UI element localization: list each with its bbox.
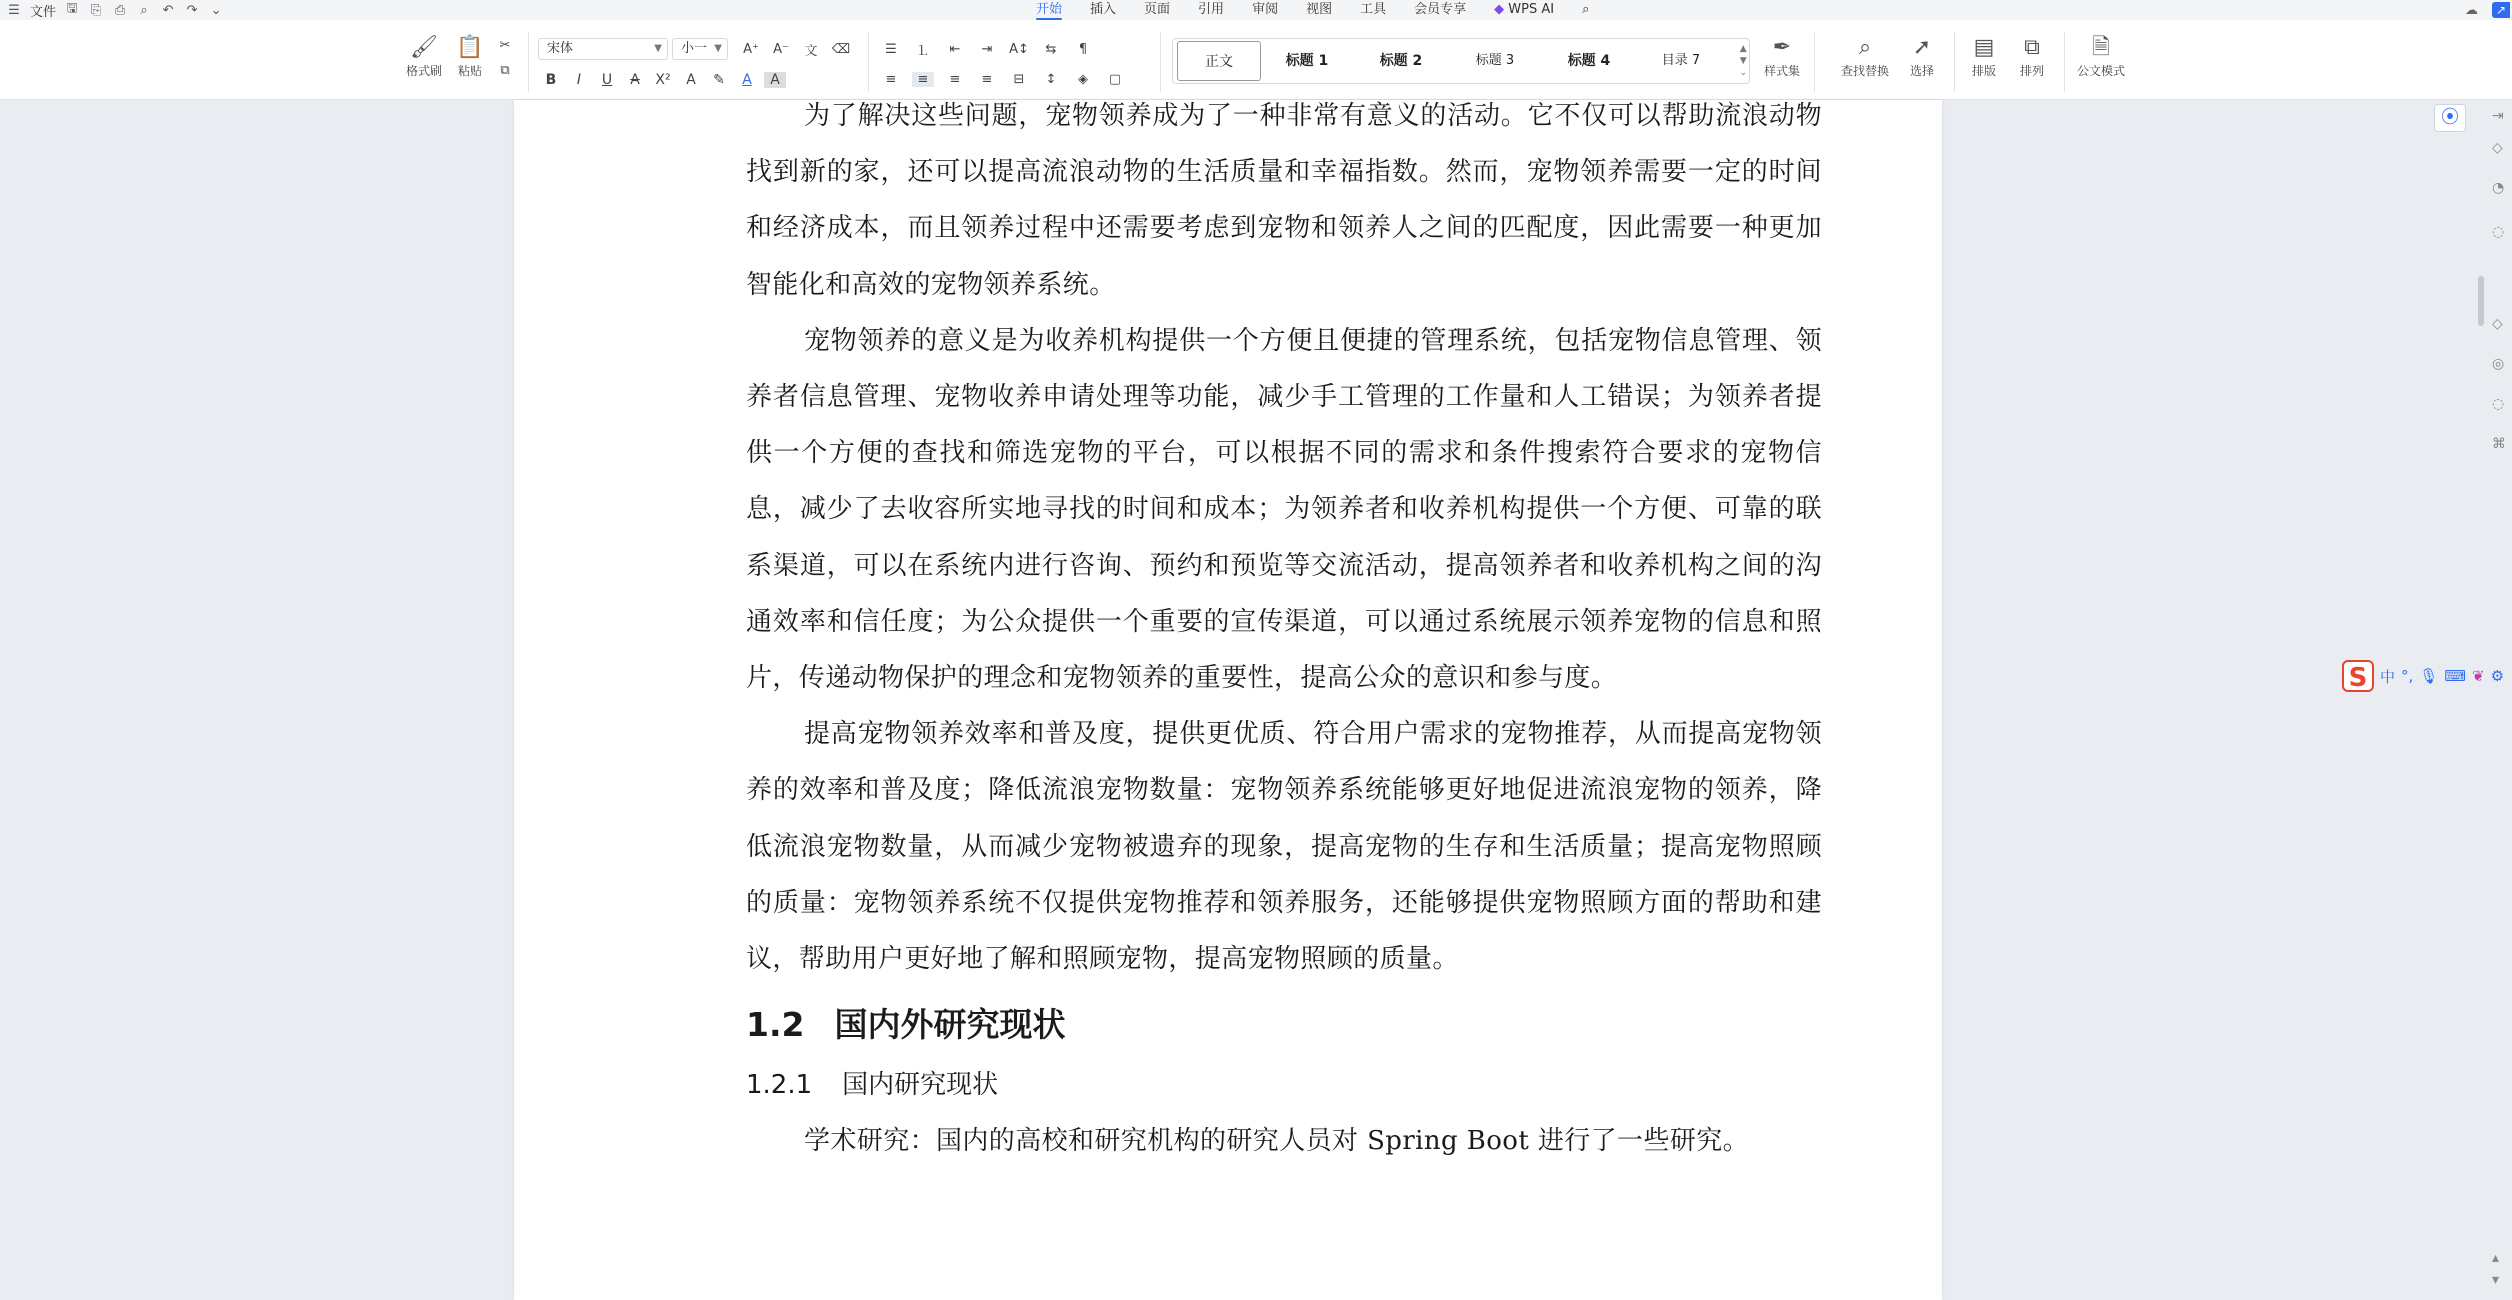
- tab-tools[interactable]: 工具: [1360, 2, 1387, 17]
- layout-button[interactable]: [1960, 34, 2008, 79]
- export-pdf-icon[interactable]: ⎘: [90, 2, 102, 18]
- highlight-icon[interactable]: ✎: [713, 72, 725, 88]
- chinese-layout-icon[interactable]: A↕: [1009, 42, 1029, 57]
- font-size-select[interactable]: [672, 38, 728, 60]
- ribbon-tabs: [1036, 0, 1589, 20]
- divider: [2064, 32, 2065, 92]
- justify-icon[interactable]: ≡: [981, 72, 993, 87]
- section-heading[interactable]: [746, 997, 1822, 1053]
- border-icon[interactable]: ▢: [1108, 72, 1122, 87]
- superscript-icon[interactable]: X²: [655, 72, 671, 88]
- quick-access-dropdown-icon[interactable]: ⌄: [210, 2, 222, 18]
- tab-view[interactable]: 视图: [1306, 2, 1333, 17]
- tool-icon[interactable]: ◌: [2492, 224, 2505, 240]
- tool-icon[interactable]: ◇: [2492, 316, 2503, 332]
- scroll-down-icon[interactable]: ▾: [2492, 1272, 2500, 1288]
- copy-icon[interactable]: ⧉: [500, 63, 510, 78]
- subsection-heading[interactable]: [746, 1057, 1822, 1113]
- paragraph[interactable]: 宠物领养的意义是为收养机构提供一个方便且便捷的管理系统，包括宠物信息管理、领养者信息管理、宠物收养申请处理等功能，减少手工管理的工作量和人工错误；为领养者提供一个方便的查找和筛选宠物的平台，可以根据不同的需求和条件搜索符合要求的宠物信息，减少了去收容所实地寻找的时间和成本；为领养者和收养机构提供一个方便、可靠的联系渠道，可以在系统内进行咨询、预约和预览等交流活动，提高领养者和收养机构之间的沟通效率和信任度；为公众提供一个重要的宣传渠道，可以通过系统展示领养宠物的信息和照片，传递动物保护的理念和宠物领养的重要性，提高公众的意识和参与度。: [746, 325, 1822, 694]
- font-name-value: 宋体: [547, 41, 574, 56]
- style-set-icon: ✒: [1772, 35, 1792, 60]
- style-gallery: [1172, 38, 1750, 84]
- style-heading-2[interactable]: 标题 2: [1379, 53, 1423, 69]
- wps-ai-icon: ◆: [1494, 2, 1505, 17]
- numbered-list-icon[interactable]: ⒈: [916, 44, 930, 59]
- subsection-number: 1.2.1: [746, 1070, 813, 1101]
- divider: [1954, 32, 1955, 92]
- align-center-icon[interactable]: ≡: [912, 72, 934, 87]
- tool-icon[interactable]: ◎: [2492, 356, 2505, 372]
- file-menu[interactable]: 文件: [30, 4, 57, 20]
- tab-insert[interactable]: 插入: [1090, 2, 1117, 17]
- sogou-ime-icon[interactable]: S: [2342, 660, 2374, 692]
- underline-icon[interactable]: U: [601, 72, 613, 88]
- show-marks-icon[interactable]: ¶: [1078, 42, 1088, 57]
- skin-icon[interactable]: ❦: [2472, 667, 2485, 685]
- decrease-indent-icon[interactable]: ⇤: [949, 42, 961, 57]
- grow-font-icon[interactable]: A⁺: [743, 42, 759, 57]
- shrink-font-icon[interactable]: A⁻: [773, 42, 789, 57]
- style-heading-4[interactable]: 标题 4: [1567, 53, 1611, 69]
- format-painter-icon: 🖌: [410, 35, 438, 60]
- paragraph[interactable]: 提高宠物领养效率和普及度，提供更优质、符合用户需求的宠物推荐，从而提高宠物领养的效率和普及度；降低流浪宠物数量：宠物领养系统能够更好地促进流浪宠物的领养，降低流浪宠物数量，从而减少宠物被遗弃的现象，提高宠物的生存和生活质量；提高宠物照顾的质量：宠物领养系统不仅提供宠物推荐和领养服务，还能够提供宠物照顾方面的帮助和建议，帮助用户更好地了解和照顾宠物，提高宠物照顾的质量。: [746, 719, 1822, 975]
- print-icon[interactable]: ⎙: [114, 2, 126, 18]
- document-icon: 🗎: [2092, 35, 2110, 60]
- doc-mode-label: 公文模式: [2076, 64, 2125, 78]
- char-shading-icon[interactable]: A: [764, 72, 786, 88]
- align-right-icon[interactable]: ≡: [949, 72, 961, 87]
- undo-icon[interactable]: ↶: [162, 2, 174, 18]
- tab-references[interactable]: 引用: [1198, 2, 1225, 17]
- find-replace-button[interactable]: [1836, 34, 1894, 79]
- cut-icon[interactable]: ✂: [499, 38, 511, 53]
- collapse-icon[interactable]: ⇥: [2492, 108, 2504, 124]
- location-pin-icon[interactable]: ⦿: [2434, 104, 2466, 132]
- bold-icon[interactable]: B: [545, 72, 557, 88]
- tab-review[interactable]: 审阅: [1252, 2, 1279, 17]
- paragraph-tools-row-2: [880, 72, 1126, 87]
- tab-member[interactable]: 会员专享: [1414, 2, 1467, 17]
- bullet-list-icon[interactable]: ☰: [885, 42, 897, 57]
- select-button[interactable]: [1898, 34, 1946, 79]
- paragraph[interactable]: 为了解决这些问题，宠物领养成为了一种非常有意义的活动。它不仅可以帮助流浪动物找到新的家，还可以提高流浪动物的生活质量和幸福指数。然而，宠物领养需要一定的时间和经济成本，而且领养过程中还需要考虑到宠物和领养人之间的匹配度，因此需要一种更加智能化和高效的宠物领养系统。: [746, 101, 1822, 300]
- toolbox-icon[interactable]: ⚙: [2490, 667, 2505, 685]
- divider: [1160, 32, 1161, 92]
- menu-bar: [0, 0, 2512, 20]
- microphone-icon[interactable]: 🎙: [2419, 667, 2439, 685]
- shading-icon[interactable]: ◈: [1078, 72, 1088, 87]
- find-replace-label: 查找替换: [1840, 64, 1889, 78]
- cloud-sync-icon[interactable]: ☁: [2464, 2, 2478, 18]
- tab-page[interactable]: 页面: [1144, 2, 1171, 17]
- select-label: 选择: [1909, 64, 1934, 78]
- document-page[interactable]: [514, 100, 1942, 1300]
- font-size-value: 小一: [681, 41, 708, 56]
- style-set-button[interactable]: [1758, 34, 1806, 79]
- search-icon[interactable]: ⌕: [1582, 2, 1590, 17]
- align-left-icon[interactable]: ≡: [885, 72, 897, 87]
- style-heading-1[interactable]: 标题 1: [1285, 53, 1329, 69]
- divider: [868, 32, 869, 92]
- clipboard-small-tools: [494, 38, 516, 78]
- text-effect-icon[interactable]: A: [686, 72, 696, 88]
- paste-icon: 📋: [456, 35, 484, 60]
- format-painter-button[interactable]: [400, 34, 448, 79]
- vertical-scrollbar[interactable]: [2478, 276, 2484, 326]
- tool-icon[interactable]: ⌘: [2492, 436, 2506, 452]
- save-icon[interactable]: 🖫: [66, 1, 78, 16]
- paragraph-tools-row-1: [880, 40, 1094, 59]
- share-button[interactable]: ↗: [2492, 2, 2510, 18]
- redo-icon[interactable]: ↷: [186, 2, 198, 18]
- tool-icon[interactable]: ◇: [2492, 140, 2503, 156]
- font-tools-row-1: [740, 40, 852, 59]
- layout-label: 排版: [1971, 64, 1996, 78]
- punctuation-icon[interactable]: °,: [2401, 667, 2414, 685]
- tab-home[interactable]: 开始: [1036, 0, 1062, 20]
- style-heading-3[interactable]: 标题 3: [1475, 53, 1515, 68]
- italic-icon[interactable]: I: [576, 72, 582, 88]
- style-normal[interactable]: 正文: [1177, 41, 1261, 81]
- paste-label: 粘贴: [457, 64, 482, 78]
- ime-mode-indicator[interactable]: 中: [2380, 667, 2396, 686]
- print-preview-icon[interactable]: ⌕: [140, 2, 148, 18]
- style-toc-7[interactable]: 目录 7: [1661, 53, 1701, 68]
- font-color-icon[interactable]: A: [742, 72, 752, 88]
- arrange-button[interactable]: [2008, 34, 2056, 79]
- arrange-label: 排列: [2019, 64, 2044, 78]
- section-title: 国内外研究现状: [834, 1005, 1066, 1045]
- document-body[interactable]: [746, 100, 1822, 1169]
- cursor-icon: ➚: [1912, 35, 1932, 60]
- paste-button[interactable]: [446, 34, 494, 79]
- distribute-icon[interactable]: ⊟: [1013, 72, 1025, 87]
- increase-indent-icon[interactable]: ⇥: [981, 42, 993, 57]
- tool-icon[interactable]: ◔: [2492, 180, 2505, 196]
- font-name-select[interactable]: [538, 38, 668, 60]
- format-painter-label: 格式刷: [405, 64, 442, 78]
- doc-mode-button[interactable]: [2072, 34, 2130, 79]
- wps-ai-label: WPS AI: [1508, 2, 1555, 17]
- chevron-down-icon: ▼: [714, 43, 722, 54]
- hamburger-menu-icon[interactable]: ☰: [8, 2, 20, 18]
- scroll-up-icon[interactable]: ▴: [2492, 1250, 2500, 1266]
- subsection-title: 国内研究现状: [842, 1070, 999, 1101]
- chevron-down-icon: ▼: [654, 43, 662, 54]
- line-spacing-icon[interactable]: ↕: [1045, 72, 1057, 87]
- text-direction-icon[interactable]: ⇆: [1045, 42, 1057, 57]
- keyboard-icon[interactable]: ⌨: [2444, 667, 2466, 685]
- phonetic-guide-icon[interactable]: 文: [804, 44, 818, 59]
- tab-wps-ai[interactable]: [1494, 0, 1554, 20]
- style-set-label: 样式集: [1763, 64, 1800, 78]
- gallery-scroll-arrows[interactable]: ▲ ▼ ⌄: [1739, 44, 1747, 78]
- paragraph[interactable]: 学术研究：国内的高校和研究机构的研究人员对 Spring Boot 进行了一些研究。: [804, 1126, 1750, 1157]
- font-tools-row-2: [540, 72, 786, 88]
- divider: [528, 32, 529, 92]
- tool-icon[interactable]: ◌: [2492, 396, 2505, 412]
- divider: [1814, 32, 1815, 92]
- magnifier-icon: ⌕: [1858, 35, 1872, 60]
- arrange-icon: ⧉: [2024, 35, 2040, 60]
- ime-toolbar: [2342, 658, 2512, 694]
- section-number: 1.2: [746, 1005, 805, 1045]
- strikethrough-icon[interactable]: A: [630, 72, 640, 88]
- clear-format-icon[interactable]: ⌫: [831, 42, 851, 57]
- layout-icon: ▤: [1973, 35, 1995, 60]
